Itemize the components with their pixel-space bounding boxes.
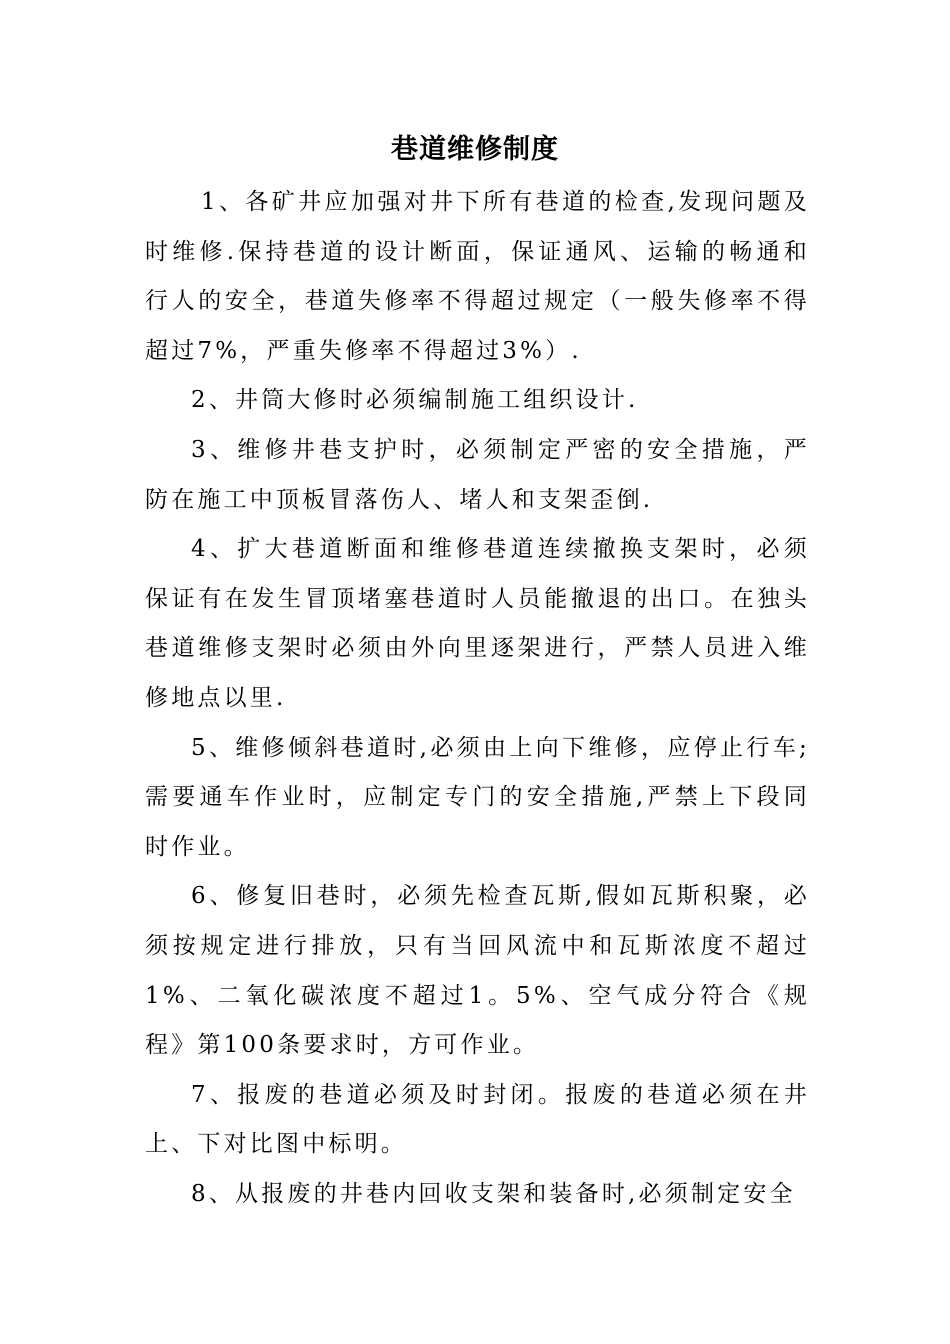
- paragraph-5: 5、维修倾斜巷道时,必须由上向下维修，应停止行车;需要通车作业时，应制定专门的安全措施,严禁上下段同时作业。: [145, 734, 810, 860]
- paragraph-7: 7、报废的巷道必须及时封闭。报废的巷道必须在井上、下对比图中标明。: [145, 1081, 810, 1158]
- paragraph-1: 1、各矿井应加强对井下所有巷道的检查,发现问题及时维修.保持巷道的设计断面，保证通风、运输的畅通和行人的安全，巷道失修率不得超过规定（一般失修率不得超过7%，严重失修率不得超过3%）.: [145, 189, 810, 364]
- paragraph-6: 6、修复旧巷时，必须先检查瓦斯,假如瓦斯积聚，必须按规定进行排放，只有当回风流中和瓦斯浓度不超过1%、二氧化碳浓度不超过1。5%、空气成分符合《规程》第100条要求时，方可作业。: [145, 883, 810, 1059]
- paragraph-8: 8、从报废的井巷内回收支架和装备时,必须制定安全: [191, 1180, 796, 1207]
- paragraph-2: 2、井筒大修时必须编制施工组织设计.: [191, 387, 639, 414]
- document-title: 巷道维修制度: [391, 134, 559, 165]
- paragraph-3: 3、维修井巷支护时，必须制定严密的安全措施，严防在施工中顶板冒落伤人、堵人和支架歪倒.: [145, 436, 810, 513]
- paragraph-4: 4、扩大巷道断面和维修巷道连续撤换支架时，必须保证有在发生冒顶堵塞巷道时人员能撤退的出口。在独头巷道维修支架时必须由外向里逐架进行，严禁人员进入维修地点以里.: [145, 536, 810, 711]
- document-body: [145, 178, 810, 1219]
